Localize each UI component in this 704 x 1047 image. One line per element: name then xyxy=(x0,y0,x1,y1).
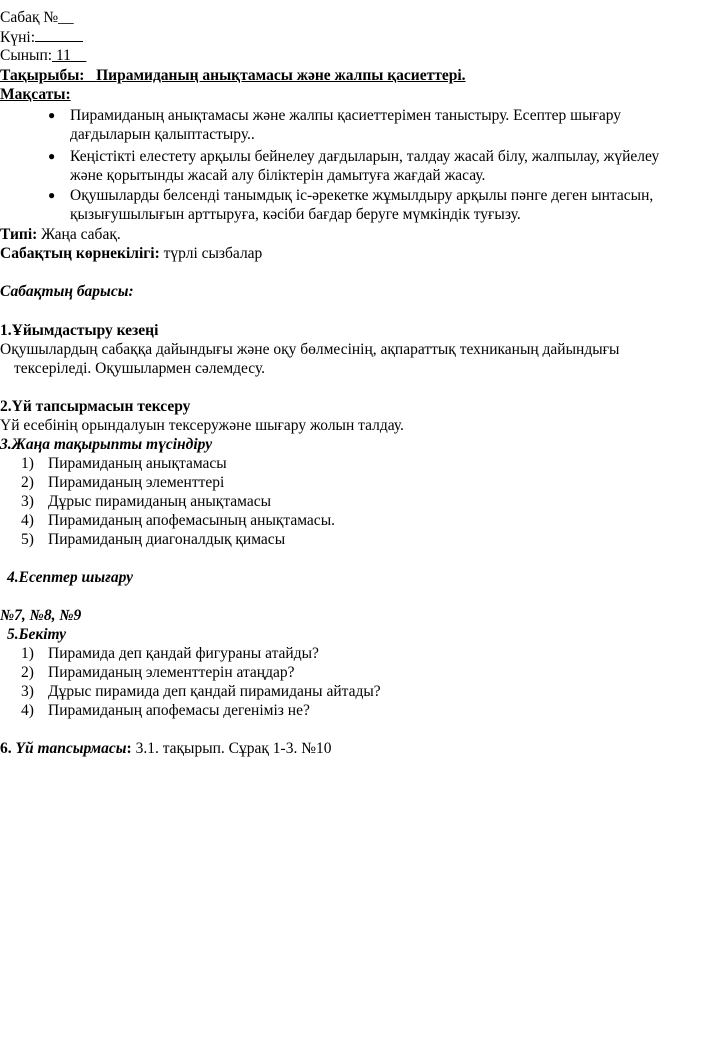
type-label: Типі: xyxy=(0,226,38,243)
list-text: Дұрыс пирамиданың анықтамасы xyxy=(48,493,272,510)
stage5-title xyxy=(7,625,66,644)
course-heading-text: Сабақтың барысы: xyxy=(0,283,134,300)
list-text: Пирамиданың диагоналдық қимасы xyxy=(48,531,286,548)
topic-label: Тақырыбы: xyxy=(0,67,85,84)
bullet-icon: ● xyxy=(48,108,56,122)
stage1-text xyxy=(0,340,619,359)
type-line xyxy=(0,225,121,244)
list-text: Пирамиданың апофемасының анықтамасы. xyxy=(48,512,335,529)
list-text: Дұрыс пирамида деп қандай пирамиданы айтады? xyxy=(48,683,381,700)
goals-label xyxy=(0,85,71,104)
stage4-title-text: 4.Есептер шығару xyxy=(7,569,134,586)
stage5-title-text: 5.Бекіту xyxy=(7,626,67,643)
visuals-label: Сабақтың көрнекілігі: xyxy=(0,245,160,262)
homework-value: 3.1. тақырып. Сұрақ 1-3. №10 xyxy=(131,740,332,757)
goal-line: Кеңістікті елестету арқылы бейнелеу дағдыларын, талдау жасай білу, жалпылау, жүйелеу xyxy=(70,148,660,165)
stage3-title xyxy=(0,435,212,454)
stage3-title-text: 3.Жаңа тақырыпты түсіндіру xyxy=(0,436,213,453)
list-number: 4) xyxy=(21,702,34,719)
visuals-line xyxy=(0,244,262,263)
date-label: Күні: xyxy=(0,29,35,46)
visuals-value: түрлі сызбалар xyxy=(159,245,263,262)
stage2-line: Үй есебінің орындалуын тексеружәне шығару жолын талдау. xyxy=(0,417,404,434)
list-number: 1) xyxy=(21,455,34,472)
list-text: Пирамида деп қандай фигураны атайды? xyxy=(48,645,319,662)
goal-line: Оқушыларды белсенді танымдық іс-әрекетке жұмылдыру арқылы пәнге деген ынтасын, xyxy=(70,187,654,204)
bullet-icon: ● xyxy=(48,188,56,202)
topic-line xyxy=(0,66,466,85)
goal-text xyxy=(70,147,659,185)
stage1-title xyxy=(0,321,158,340)
topic-value: Пирамиданың анықтамасы және жалпы қасиеттері. xyxy=(96,67,466,84)
class-line xyxy=(0,46,86,65)
stage1-text xyxy=(14,359,265,378)
list-text: Пирамиданың анықтамасы xyxy=(48,455,227,472)
course-heading xyxy=(0,282,134,301)
stage1-line: тексеріледі. Оқушылармен сәлемдесу. xyxy=(14,360,266,377)
lesson-number xyxy=(0,8,74,27)
list-number: 3) xyxy=(21,493,34,510)
stage4-tasks xyxy=(0,606,81,625)
stage4-tasks-text: №7, №8, №9 xyxy=(0,607,82,624)
goal-line: Пирамиданың анықтамасы және жалпы қасиеттерімен таныстыру. Есептер шығару xyxy=(70,107,622,124)
type-value: Жаңа сабақ. xyxy=(37,226,121,243)
class-value xyxy=(52,47,86,64)
homework-number: 6. xyxy=(0,740,16,757)
list-number: 3) xyxy=(21,683,34,700)
list-number: 1) xyxy=(21,645,34,662)
class-value-text: 11 xyxy=(55,47,71,64)
list-text: Пирамиданың элементтерін атаңдар? xyxy=(48,664,295,681)
homework-label: Үй тапсырмасы xyxy=(15,740,127,757)
list-text: Пирамиданың элементтері xyxy=(48,474,225,491)
stage2-text xyxy=(0,416,404,435)
goal-line: және қорытынды жасай алу біліктерін дамытуға жағдай жасау. xyxy=(70,167,486,184)
stage2-title xyxy=(0,397,190,416)
bullet-icon: ● xyxy=(48,149,56,163)
class-label: Сынып: xyxy=(0,47,53,64)
list-number: 4) xyxy=(21,512,34,529)
stage2-title-text: 2.Үй тапсырмасын тексеру xyxy=(0,398,191,415)
list-number: 2) xyxy=(21,664,34,681)
goal-text xyxy=(70,186,653,224)
list-number: 2) xyxy=(21,474,34,491)
homework-line xyxy=(0,739,332,758)
stage1-title-text: 1.Ұйымдастыру кезеңі xyxy=(0,322,159,339)
date-blank xyxy=(35,27,83,42)
lesson-number-text: Сабақ №__ xyxy=(0,9,74,26)
list-text: Пирамиданың апофемасы дегеніміз не? xyxy=(48,702,310,719)
stage4-title xyxy=(7,568,133,587)
stage1-line: Оқушылардың сабаққа дайындығы және оқу бөлмесінің, ақпараттық техниканың дайындығы xyxy=(0,341,620,358)
goal-line: қызығушылығын арттыруға, кәсіби бағдар беруге мүмкіндік туғызу. xyxy=(70,206,521,223)
goal-text xyxy=(70,106,621,144)
date-line xyxy=(0,27,83,47)
goal-line: дағдыларын қалыптастыру.. xyxy=(70,126,255,143)
homework-colon: : xyxy=(126,740,132,757)
list-number: 5) xyxy=(21,531,34,548)
goals-label-text: Мақсаты: xyxy=(0,86,71,103)
